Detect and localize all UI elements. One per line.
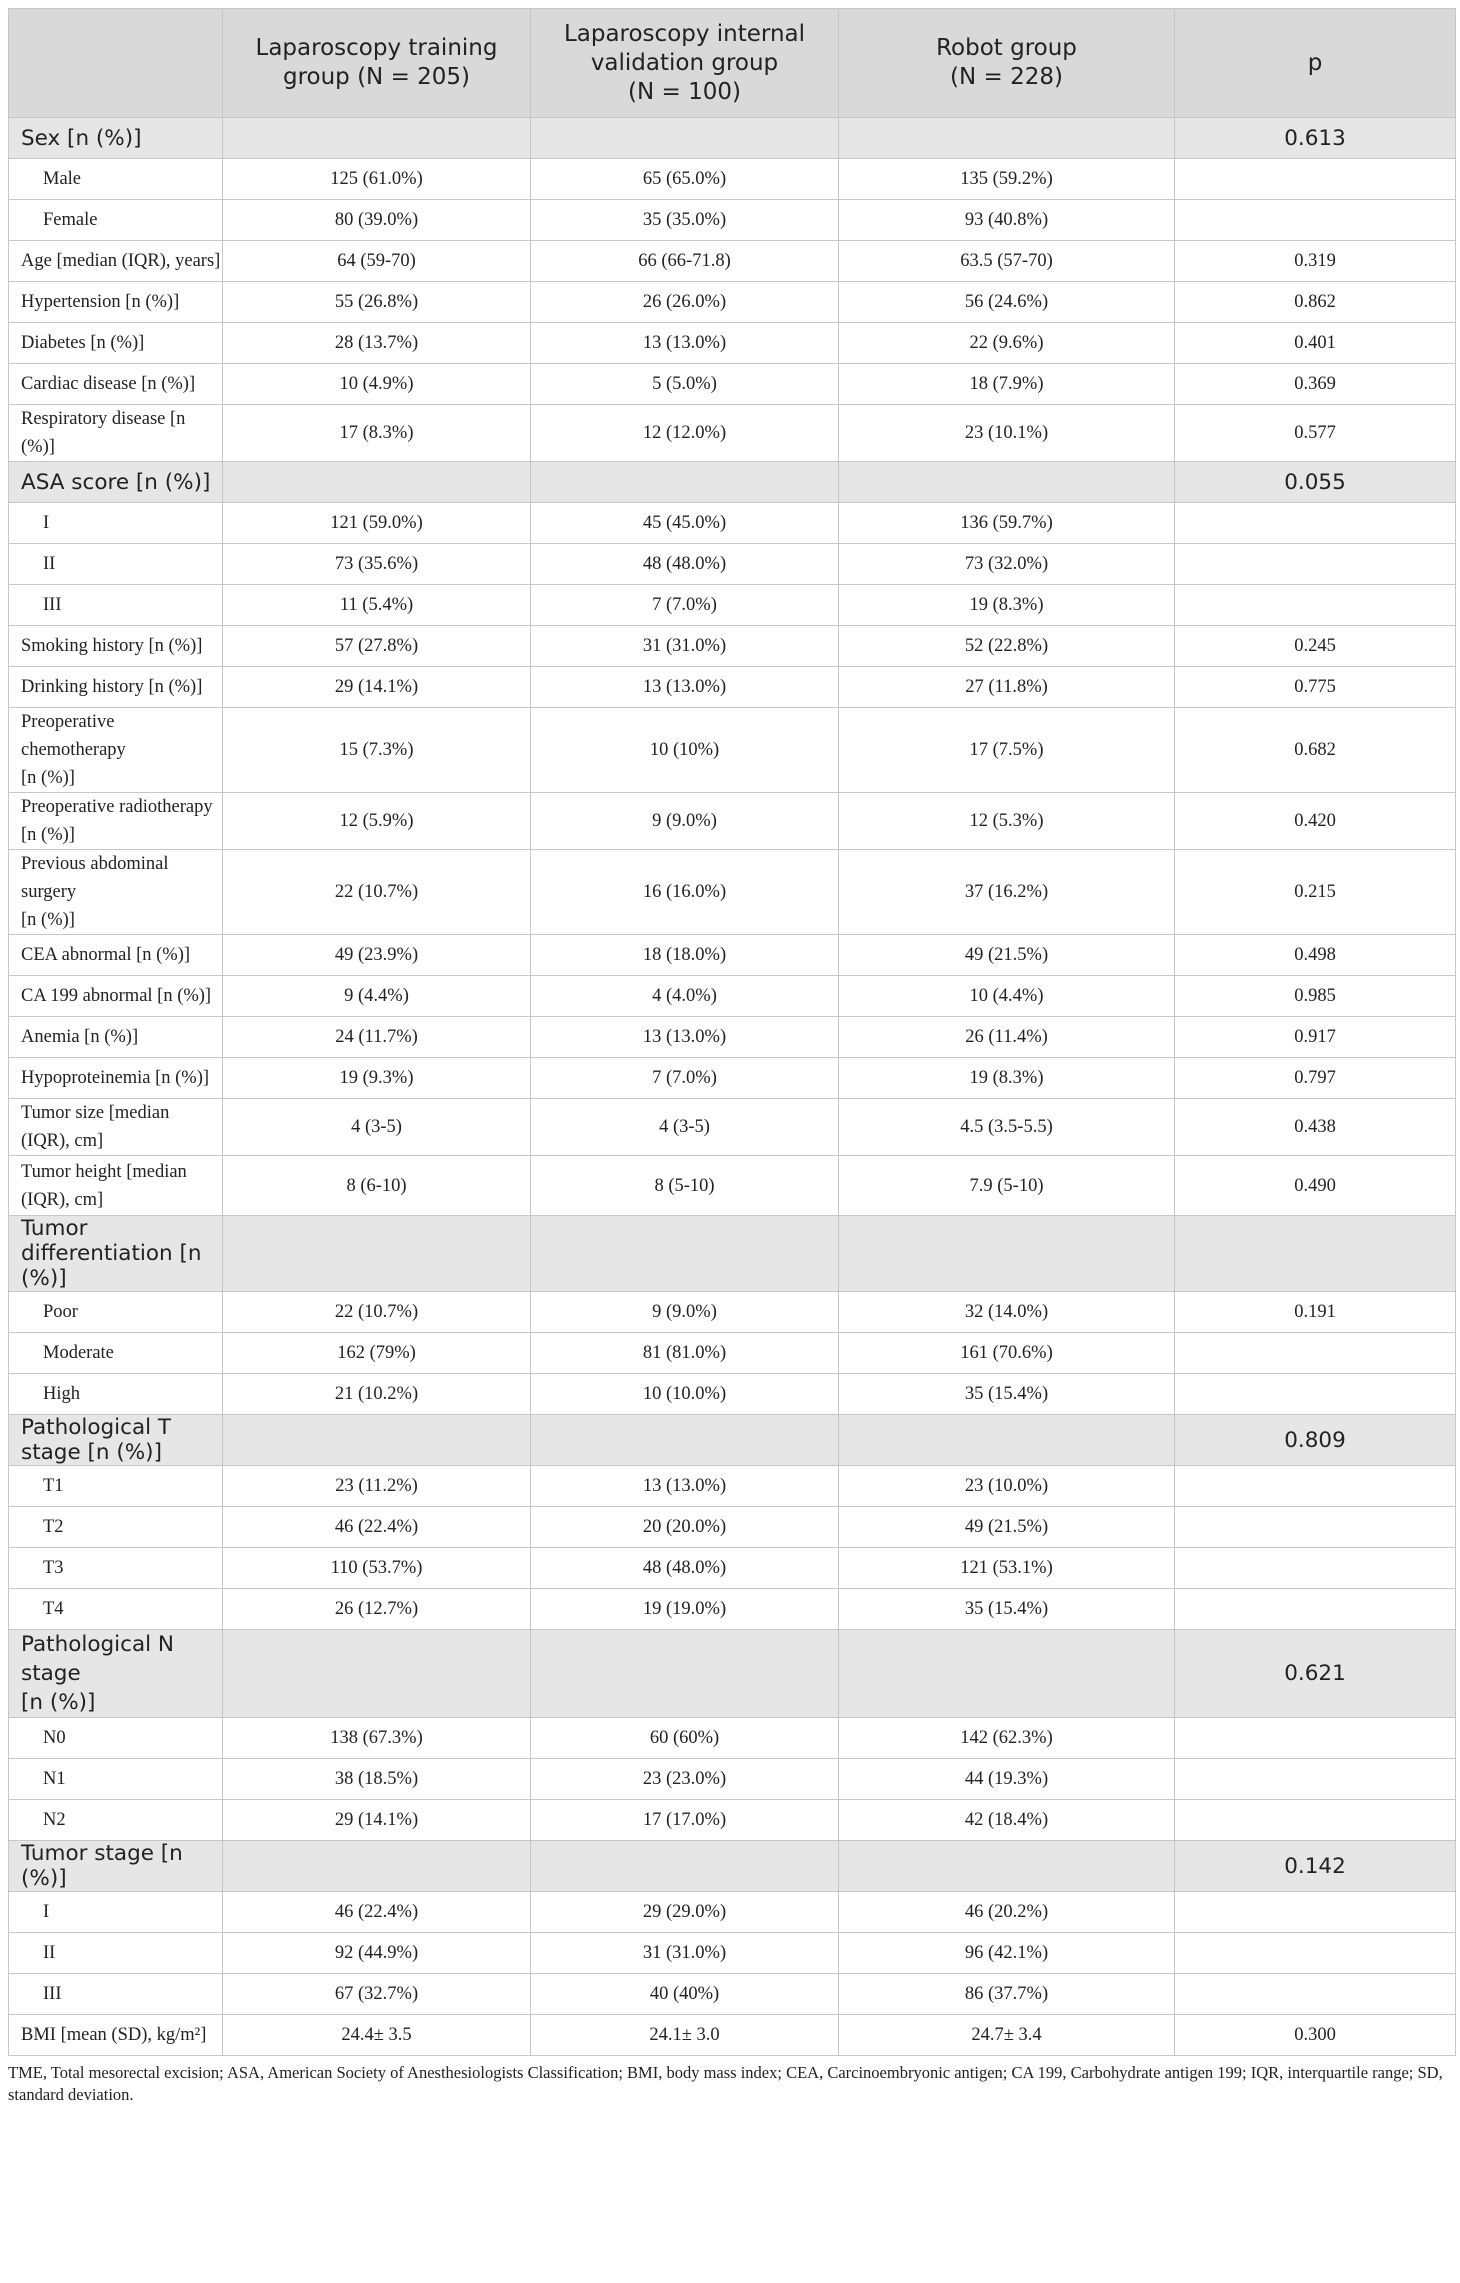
p-value-cell: 0.369 xyxy=(1175,364,1456,405)
p-value-cell xyxy=(1175,1216,1456,1292)
laparoscopy-training-cell: 11 (5.4%) xyxy=(223,585,531,626)
p-value-cell: 0.498 xyxy=(1175,935,1456,976)
robot-cell: 24.7± 3.4 xyxy=(839,2015,1175,2056)
row-label: I xyxy=(9,1892,223,1933)
robot-cell: 56 (24.6%) xyxy=(839,282,1175,323)
row-label: Moderate xyxy=(9,1333,223,1374)
laparoscopy-validation-cell: 4 (4.0%) xyxy=(531,976,839,1017)
laparoscopy-training-cell: 38 (18.5%) xyxy=(223,1759,531,1800)
laparoscopy-validation-cell: 17 (17.0%) xyxy=(531,1800,839,1841)
row-label: High xyxy=(9,1374,223,1415)
empty-cell xyxy=(839,1415,1175,1466)
laparoscopy-validation-cell: 13 (13.0%) xyxy=(531,1466,839,1507)
header-cell-variable xyxy=(9,9,223,118)
robot-cell: 37 (16.2%) xyxy=(839,850,1175,935)
header-cell-p: p xyxy=(1175,9,1456,118)
table-row xyxy=(9,1017,1456,1058)
table-section-row xyxy=(9,1415,1456,1466)
p-value-cell: 0.420 xyxy=(1175,793,1456,850)
robot-cell: 93 (40.8%) xyxy=(839,200,1175,241)
robot-cell: 136 (59.7%) xyxy=(839,503,1175,544)
row-label: Preoperative radiotherapy [n (%)] xyxy=(9,793,223,850)
table-row xyxy=(9,282,1456,323)
table-row xyxy=(9,793,1456,850)
laparoscopy-validation-cell: 13 (13.0%) xyxy=(531,1017,839,1058)
robot-cell: 12 (5.3%) xyxy=(839,793,1175,850)
laparoscopy-training-cell: 22 (10.7%) xyxy=(223,850,531,935)
p-value-cell xyxy=(1175,159,1456,200)
laparoscopy-validation-cell: 5 (5.0%) xyxy=(531,364,839,405)
robot-cell: 121 (53.1%) xyxy=(839,1548,1175,1589)
laparoscopy-validation-cell: 7 (7.0%) xyxy=(531,1058,839,1099)
p-value-cell xyxy=(1175,1507,1456,1548)
header-cell-laparoscopy-training: Laparoscopy training group (N = 205) xyxy=(223,9,531,118)
laparoscopy-validation-cell: 7 (7.0%) xyxy=(531,585,839,626)
table-section-row xyxy=(9,1841,1456,1892)
row-label: T3 xyxy=(9,1548,223,1589)
laparoscopy-training-cell: 67 (32.7%) xyxy=(223,1974,531,2015)
robot-cell: 135 (59.2%) xyxy=(839,159,1175,200)
table-row xyxy=(9,323,1456,364)
table-section-row xyxy=(9,1630,1456,1718)
p-value-cell xyxy=(1175,1374,1456,1415)
table-row xyxy=(9,2015,1456,2056)
table-row xyxy=(9,1292,1456,1333)
table-row xyxy=(9,1156,1456,1216)
table-row xyxy=(9,585,1456,626)
laparoscopy-validation-cell: 13 (13.0%) xyxy=(531,323,839,364)
laparoscopy-validation-cell: 19 (19.0%) xyxy=(531,1589,839,1630)
p-value-cell: 0.245 xyxy=(1175,626,1456,667)
table-footnote: TME, Total mesorectal excision; ASA, American Society of Anesthesiologists Classification; BMI, body mass index; CEA, Carcinoembryonic antigen; CA 199, Carbohydrate antigen 199; IQR, interquartile range; SD, standard deviation. xyxy=(8,2063,1443,2104)
robot-cell: 86 (37.7%) xyxy=(839,1974,1175,2015)
p-value-cell: 0.682 xyxy=(1175,708,1456,793)
robot-cell: 7.9 (5-10) xyxy=(839,1156,1175,1216)
robot-cell: 73 (32.0%) xyxy=(839,544,1175,585)
section-label: Tumor stage [n (%)] xyxy=(9,1841,223,1892)
laparoscopy-validation-cell: 66 (66-71.8) xyxy=(531,241,839,282)
row-label: Hypoproteinemia [n (%)] xyxy=(9,1058,223,1099)
robot-cell: 63.5 (57-70) xyxy=(839,241,1175,282)
laparoscopy-training-cell: 19 (9.3%) xyxy=(223,1058,531,1099)
section-label: Pathological T stage [n (%)] xyxy=(9,1415,223,1466)
table-section-row xyxy=(9,118,1456,159)
table-row xyxy=(9,1507,1456,1548)
laparoscopy-training-cell: 4 (3-5) xyxy=(223,1099,531,1156)
laparoscopy-validation-cell: 31 (31.0%) xyxy=(531,626,839,667)
row-label: Diabetes [n (%)] xyxy=(9,323,223,364)
laparoscopy-validation-cell: 48 (48.0%) xyxy=(531,544,839,585)
p-value-cell xyxy=(1175,1466,1456,1507)
table-row xyxy=(9,1058,1456,1099)
empty-cell xyxy=(531,1216,839,1292)
header-cell-robot: Robot group (N = 228) xyxy=(839,9,1175,118)
p-value-cell: 0.319 xyxy=(1175,241,1456,282)
laparoscopy-validation-cell: 40 (40%) xyxy=(531,1974,839,2015)
laparoscopy-training-cell: 46 (22.4%) xyxy=(223,1892,531,1933)
p-value-cell: 0.055 xyxy=(1175,462,1456,503)
row-label: Smoking history [n (%)] xyxy=(9,626,223,667)
p-value-cell: 0.621 xyxy=(1175,1630,1456,1718)
laparoscopy-training-cell: 92 (44.9%) xyxy=(223,1933,531,1974)
laparoscopy-training-cell: 80 (39.0%) xyxy=(223,200,531,241)
empty-cell xyxy=(839,1630,1175,1718)
table-row xyxy=(9,1933,1456,1974)
row-label: Poor xyxy=(9,1292,223,1333)
p-value-cell xyxy=(1175,503,1456,544)
empty-cell xyxy=(531,462,839,503)
laparoscopy-validation-cell: 8 (5-10) xyxy=(531,1156,839,1216)
p-value-cell xyxy=(1175,585,1456,626)
robot-cell: 19 (8.3%) xyxy=(839,1058,1175,1099)
row-label: II xyxy=(9,1933,223,1974)
laparoscopy-training-cell: 17 (8.3%) xyxy=(223,405,531,462)
robot-cell: 44 (19.3%) xyxy=(839,1759,1175,1800)
p-value-cell: 0.775 xyxy=(1175,667,1456,708)
laparoscopy-training-cell: 162 (79%) xyxy=(223,1333,531,1374)
laparoscopy-training-cell: 26 (12.7%) xyxy=(223,1589,531,1630)
p-value-cell: 0.577 xyxy=(1175,405,1456,462)
robot-cell: 49 (21.5%) xyxy=(839,935,1175,976)
table-row xyxy=(9,364,1456,405)
robot-cell: 19 (8.3%) xyxy=(839,585,1175,626)
row-label: N0 xyxy=(9,1718,223,1759)
table-row xyxy=(9,1099,1456,1156)
robot-cell: 4.5 (3.5-5.5) xyxy=(839,1099,1175,1156)
p-value-cell xyxy=(1175,1759,1456,1800)
p-value-cell: 0.300 xyxy=(1175,2015,1456,2056)
empty-cell xyxy=(223,1216,531,1292)
laparoscopy-validation-cell: 26 (26.0%) xyxy=(531,282,839,323)
table-row xyxy=(9,708,1456,793)
laparoscopy-training-cell: 121 (59.0%) xyxy=(223,503,531,544)
table-row xyxy=(9,1759,1456,1800)
table-row xyxy=(9,976,1456,1017)
laparoscopy-training-cell: 22 (10.7%) xyxy=(223,1292,531,1333)
section-label: Tumor differentiation [n (%)] xyxy=(9,1216,223,1292)
table-row xyxy=(9,159,1456,200)
laparoscopy-training-cell: 125 (61.0%) xyxy=(223,159,531,200)
row-label: N1 xyxy=(9,1759,223,1800)
row-label: Hypertension [n (%)] xyxy=(9,282,223,323)
p-value-cell xyxy=(1175,544,1456,585)
row-label: Anemia [n (%)] xyxy=(9,1017,223,1058)
p-value-cell: 0.917 xyxy=(1175,1017,1456,1058)
laparoscopy-validation-cell: 31 (31.0%) xyxy=(531,1933,839,1974)
laparoscopy-validation-cell: 24.1± 3.0 xyxy=(531,2015,839,2056)
table-row xyxy=(9,1466,1456,1507)
row-label: T1 xyxy=(9,1466,223,1507)
p-value-cell: 0.401 xyxy=(1175,323,1456,364)
empty-cell xyxy=(839,118,1175,159)
p-value-cell xyxy=(1175,1589,1456,1630)
table-section-row xyxy=(9,1216,1456,1292)
laparoscopy-validation-cell: 35 (35.0%) xyxy=(531,200,839,241)
laparoscopy-validation-cell: 12 (12.0%) xyxy=(531,405,839,462)
laparoscopy-validation-cell: 16 (16.0%) xyxy=(531,850,839,935)
empty-cell xyxy=(839,1216,1175,1292)
table-row xyxy=(9,935,1456,976)
laparoscopy-training-cell: 8 (6-10) xyxy=(223,1156,531,1216)
laparoscopy-training-cell: 12 (5.9%) xyxy=(223,793,531,850)
laparoscopy-training-cell: 24.4± 3.5 xyxy=(223,2015,531,2056)
empty-cell xyxy=(223,1415,531,1466)
p-value-cell: 0.797 xyxy=(1175,1058,1456,1099)
robot-cell: 22 (9.6%) xyxy=(839,323,1175,364)
table-row xyxy=(9,503,1456,544)
laparoscopy-validation-cell: 9 (9.0%) xyxy=(531,793,839,850)
robot-cell: 32 (14.0%) xyxy=(839,1292,1175,1333)
robot-cell: 10 (4.4%) xyxy=(839,976,1175,1017)
laparoscopy-training-cell: 23 (11.2%) xyxy=(223,1466,531,1507)
laparoscopy-training-cell: 57 (27.8%) xyxy=(223,626,531,667)
row-label: Age [median (IQR), years] xyxy=(9,241,223,282)
row-label: Tumor height [median (IQR), cm] xyxy=(9,1156,223,1216)
table-row xyxy=(9,1333,1456,1374)
laparoscopy-training-cell: 10 (4.9%) xyxy=(223,364,531,405)
laparoscopy-validation-cell: 13 (13.0%) xyxy=(531,667,839,708)
row-label: Drinking history [n (%)] xyxy=(9,667,223,708)
p-value-cell: 0.142 xyxy=(1175,1841,1456,1892)
section-label: Pathological N stage [n (%)] xyxy=(9,1630,223,1718)
row-label: T2 xyxy=(9,1507,223,1548)
laparoscopy-validation-cell: 81 (81.0%) xyxy=(531,1333,839,1374)
robot-cell: 49 (21.5%) xyxy=(839,1507,1175,1548)
robot-cell: 142 (62.3%) xyxy=(839,1718,1175,1759)
section-label: Sex [n (%)] xyxy=(9,118,223,159)
laparoscopy-validation-cell: 10 (10.0%) xyxy=(531,1374,839,1415)
empty-cell xyxy=(531,1841,839,1892)
laparoscopy-validation-cell: 65 (65.0%) xyxy=(531,159,839,200)
table-body xyxy=(9,118,1456,2056)
laparoscopy-validation-cell: 9 (9.0%) xyxy=(531,1292,839,1333)
laparoscopy-validation-cell: 45 (45.0%) xyxy=(531,503,839,544)
empty-cell xyxy=(839,462,1175,503)
empty-cell xyxy=(223,118,531,159)
table-section-row xyxy=(9,462,1456,503)
laparoscopy-validation-cell: 18 (18.0%) xyxy=(531,935,839,976)
laparoscopy-training-cell: 9 (4.4%) xyxy=(223,976,531,1017)
row-label: N2 xyxy=(9,1800,223,1841)
p-value-cell: 0.438 xyxy=(1175,1099,1456,1156)
robot-cell: 27 (11.8%) xyxy=(839,667,1175,708)
empty-cell xyxy=(839,1841,1175,1892)
row-label: BMI [mean (SD), kg/m²] xyxy=(9,2015,223,2056)
p-value-cell: 0.985 xyxy=(1175,976,1456,1017)
robot-cell: 96 (42.1%) xyxy=(839,1933,1175,1974)
row-label: CA 199 abnormal [n (%)] xyxy=(9,976,223,1017)
table-row xyxy=(9,850,1456,935)
empty-cell xyxy=(223,1841,531,1892)
row-label: Female xyxy=(9,200,223,241)
laparoscopy-validation-cell: 4 (3-5) xyxy=(531,1099,839,1156)
table-row xyxy=(9,1374,1456,1415)
row-label: CEA abnormal [n (%)] xyxy=(9,935,223,976)
p-value-cell xyxy=(1175,1933,1456,1974)
p-value-cell xyxy=(1175,200,1456,241)
laparoscopy-training-cell: 29 (14.1%) xyxy=(223,1800,531,1841)
robot-cell: 35 (15.4%) xyxy=(839,1589,1175,1630)
row-label: III xyxy=(9,585,223,626)
empty-cell xyxy=(531,1630,839,1718)
row-label: Previous abdominal surgery [n (%)] xyxy=(9,850,223,935)
robot-cell: 26 (11.4%) xyxy=(839,1017,1175,1058)
table-row xyxy=(9,626,1456,667)
laparoscopy-training-cell: 64 (59-70) xyxy=(223,241,531,282)
p-value-cell: 0.215 xyxy=(1175,850,1456,935)
section-label: ASA score [n (%)] xyxy=(9,462,223,503)
table-header-row xyxy=(9,9,1456,118)
laparoscopy-training-cell: 55 (26.8%) xyxy=(223,282,531,323)
row-label: II xyxy=(9,544,223,585)
laparoscopy-validation-cell: 60 (60%) xyxy=(531,1718,839,1759)
p-value-cell xyxy=(1175,1548,1456,1589)
row-label: Preoperative chemotherapy [n (%)] xyxy=(9,708,223,793)
p-value-cell: 0.862 xyxy=(1175,282,1456,323)
row-label: T4 xyxy=(9,1589,223,1630)
table-container xyxy=(8,8,1455,2106)
robot-cell: 42 (18.4%) xyxy=(839,1800,1175,1841)
laparoscopy-training-cell: 29 (14.1%) xyxy=(223,667,531,708)
table-row xyxy=(9,405,1456,462)
p-value-cell xyxy=(1175,1892,1456,1933)
p-value-cell: 0.613 xyxy=(1175,118,1456,159)
p-value-cell xyxy=(1175,1718,1456,1759)
laparoscopy-training-cell: 49 (23.9%) xyxy=(223,935,531,976)
empty-cell xyxy=(531,1415,839,1466)
row-label: Tumor size [median (IQR), cm] xyxy=(9,1099,223,1156)
laparoscopy-training-cell: 28 (13.7%) xyxy=(223,323,531,364)
laparoscopy-training-cell: 138 (67.3%) xyxy=(223,1718,531,1759)
p-value-cell: 0.191 xyxy=(1175,1292,1456,1333)
row-label: Male xyxy=(9,159,223,200)
empty-cell xyxy=(223,1630,531,1718)
row-label: Respiratory disease [n (%)] xyxy=(9,405,223,462)
table-row xyxy=(9,1892,1456,1933)
laparoscopy-validation-cell: 48 (48.0%) xyxy=(531,1548,839,1589)
baseline-characteristics-table xyxy=(8,8,1456,2056)
laparoscopy-training-cell: 21 (10.2%) xyxy=(223,1374,531,1415)
table-row xyxy=(9,544,1456,585)
empty-cell xyxy=(223,462,531,503)
robot-cell: 46 (20.2%) xyxy=(839,1892,1175,1933)
laparoscopy-training-cell: 46 (22.4%) xyxy=(223,1507,531,1548)
laparoscopy-training-cell: 110 (53.7%) xyxy=(223,1548,531,1589)
robot-cell: 35 (15.4%) xyxy=(839,1374,1175,1415)
table-row xyxy=(9,241,1456,282)
p-value-cell xyxy=(1175,1800,1456,1841)
table-row xyxy=(9,1800,1456,1841)
robot-cell: 17 (7.5%) xyxy=(839,708,1175,793)
table-row xyxy=(9,1589,1456,1630)
laparoscopy-validation-cell: 29 (29.0%) xyxy=(531,1892,839,1933)
row-label: Cardiac disease [n (%)] xyxy=(9,364,223,405)
laparoscopy-validation-cell: 23 (23.0%) xyxy=(531,1759,839,1800)
p-value-cell xyxy=(1175,1333,1456,1374)
table-row xyxy=(9,667,1456,708)
p-value-cell: 0.809 xyxy=(1175,1415,1456,1466)
robot-cell: 23 (10.1%) xyxy=(839,405,1175,462)
laparoscopy-training-cell: 15 (7.3%) xyxy=(223,708,531,793)
laparoscopy-validation-cell: 20 (20.0%) xyxy=(531,1507,839,1548)
empty-cell xyxy=(531,118,839,159)
row-label: III xyxy=(9,1974,223,2015)
robot-cell: 23 (10.0%) xyxy=(839,1466,1175,1507)
robot-cell: 18 (7.9%) xyxy=(839,364,1175,405)
laparoscopy-training-cell: 73 (35.6%) xyxy=(223,544,531,585)
table-row xyxy=(9,200,1456,241)
laparoscopy-validation-cell: 10 (10%) xyxy=(531,708,839,793)
table-row xyxy=(9,1974,1456,2015)
p-value-cell xyxy=(1175,1974,1456,2015)
robot-cell: 161 (70.6%) xyxy=(839,1333,1175,1374)
row-label: I xyxy=(9,503,223,544)
header-cell-laparoscopy-validation: Laparoscopy internal validation group (N = 100) xyxy=(531,9,839,118)
table-row xyxy=(9,1718,1456,1759)
laparoscopy-training-cell: 24 (11.7%) xyxy=(223,1017,531,1058)
robot-cell: 52 (22.8%) xyxy=(839,626,1175,667)
p-value-cell: 0.490 xyxy=(1175,1156,1456,1216)
table-row xyxy=(9,1548,1456,1589)
